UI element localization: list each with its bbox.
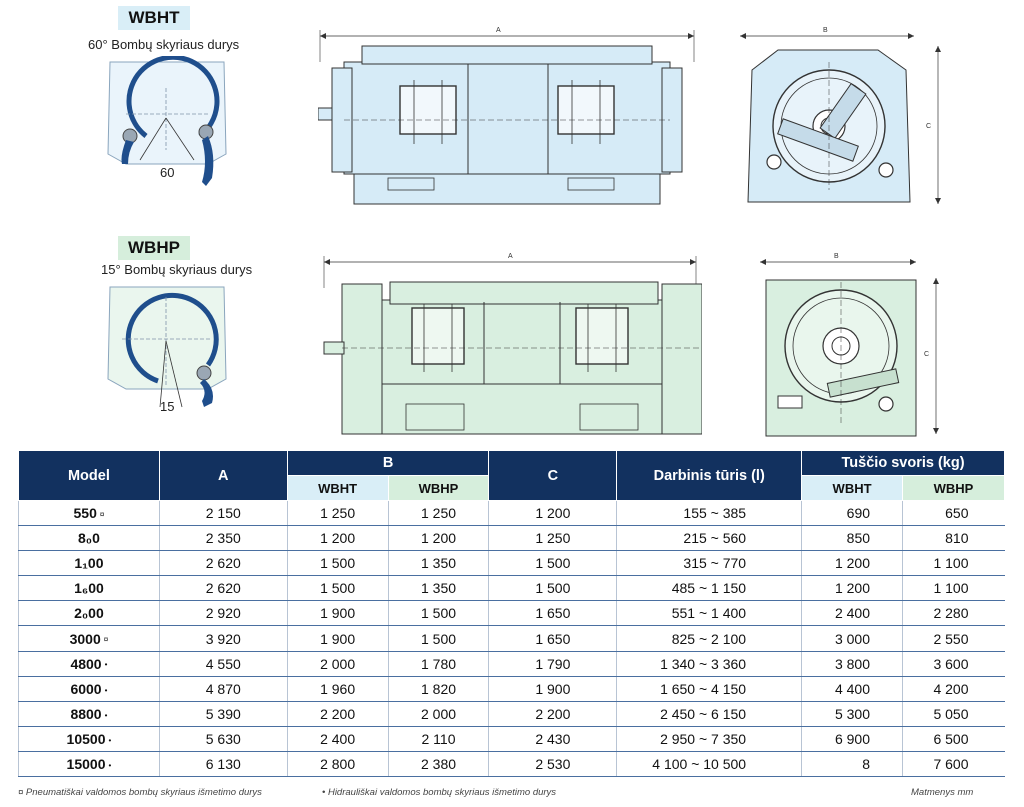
- cell-value: 2 550: [933, 630, 969, 647]
- cell-value: 1 200: [834, 580, 871, 597]
- table-row: [19, 626, 1005, 651]
- cell-value: 4 870: [205, 680, 241, 697]
- wbht-door-caption: 60° Bombų skyriaus durys: [88, 37, 240, 52]
- cell-value: 1 200: [420, 530, 457, 547]
- wbht-end-view: [738, 22, 950, 208]
- cell-value: 3 920: [205, 630, 241, 647]
- header-weight: Tuščio svoris (kg): [802, 451, 1005, 476]
- cell-value: 850: [846, 530, 871, 547]
- cell-volume: [617, 576, 802, 601]
- cell-value: 825 ~ 2 100: [671, 630, 747, 647]
- cell-value: 6 130: [205, 755, 241, 772]
- cell-value: 5 390: [205, 705, 241, 722]
- cell-w-wbht: [802, 601, 903, 626]
- cell-value: 4 100 ~ 10 500: [652, 755, 747, 772]
- cell-w-wbhp: [903, 676, 1005, 701]
- header-c: C: [489, 451, 617, 501]
- cell-value: 2 000: [420, 705, 457, 722]
- cell-a: [159, 601, 287, 626]
- cell-c: [489, 526, 617, 551]
- cell-value: 2 430: [535, 730, 571, 747]
- cell-a: [159, 551, 287, 576]
- cell-b-wbhp: [388, 576, 489, 601]
- cell-value: 2 400: [320, 730, 356, 747]
- cell-value: 3 800: [834, 655, 871, 672]
- cell-value: 2 110: [421, 730, 456, 747]
- cell-value: 1 780: [420, 655, 457, 672]
- table-row: [19, 701, 1005, 726]
- footnote-hydraulic: • Hidrauliškai valdomos bombų skyriaus išmetimo durys: [322, 787, 557, 798]
- model-name: 8₀0: [77, 530, 100, 547]
- cell-a: [159, 676, 287, 701]
- cell-a: [159, 501, 287, 526]
- cell-b-wbht: [287, 501, 388, 526]
- cell-w-wbhp: [903, 526, 1005, 551]
- cell-value: 650: [945, 505, 969, 522]
- cell-value: 1 500: [320, 580, 356, 597]
- cell-value: 6 500: [933, 730, 969, 747]
- cell-b-wbht: [287, 626, 388, 651]
- cell-value: 2 400: [834, 605, 871, 622]
- model-name: 1₁00: [74, 555, 104, 572]
- model-name: 2₀00: [74, 605, 104, 622]
- cell-model: [19, 726, 160, 751]
- table-row: [19, 751, 1005, 776]
- cell-model: [19, 526, 160, 551]
- cell-model: [19, 576, 160, 601]
- cell-w-wbhp: [903, 651, 1005, 676]
- cell-a: [159, 701, 287, 726]
- cell-w-wbhp: [903, 701, 1005, 726]
- cell-w-wbhp: [903, 601, 1005, 626]
- cell-b-wbht: [287, 651, 388, 676]
- cell-value: 2 150: [205, 505, 241, 522]
- cell-value: 1 350: [420, 555, 457, 572]
- cell-value: 1 200: [535, 505, 571, 522]
- cell-model: [19, 751, 160, 776]
- cell-model: [19, 701, 160, 726]
- cell-value: 7 600: [933, 755, 969, 772]
- door-type-marker: ¤: [99, 509, 105, 519]
- cell-volume: [617, 501, 802, 526]
- wbhp-dim-c-label: C: [924, 351, 930, 358]
- cell-w-wbht: [802, 551, 903, 576]
- table-row: [19, 651, 1005, 676]
- model-name: 8800: [70, 705, 102, 722]
- cell-value: 1 100: [933, 580, 969, 597]
- model-name: 15000: [66, 755, 106, 772]
- wbht-badge: WBHT: [118, 6, 190, 30]
- header-a: A: [159, 451, 287, 501]
- wbht-dim-b-label: B: [823, 27, 828, 34]
- cell-value: 2 800: [320, 755, 356, 772]
- cell-model: [19, 601, 160, 626]
- cell-w-wbht: [802, 726, 903, 751]
- cell-a: [159, 526, 287, 551]
- header-model: Model: [19, 451, 160, 501]
- cell-c: [489, 601, 617, 626]
- cell-c: [489, 551, 617, 576]
- cell-value: 4 200: [933, 680, 969, 697]
- cell-value: 155 ~ 385: [683, 505, 747, 522]
- cell-value: 1 650 ~ 4 150: [660, 680, 747, 697]
- cell-value: 1 250: [535, 530, 571, 547]
- cell-a: [159, 726, 287, 751]
- cell-w-wbht: [802, 501, 903, 526]
- cell-c: [489, 676, 617, 701]
- wbht-door-diagram: [104, 56, 230, 196]
- wbht-side-view: [318, 22, 696, 208]
- cell-value: 2 920: [205, 605, 241, 622]
- cell-c: [489, 501, 617, 526]
- model-name: 4800: [70, 655, 102, 672]
- cell-value: 1 900: [535, 680, 571, 697]
- cell-b-wbhp: [388, 626, 489, 651]
- cell-value: 3 600: [933, 655, 969, 672]
- wbhp-badge: WBHP: [118, 236, 190, 260]
- cell-volume: [617, 526, 802, 551]
- header-b-wbht: WBHT: [287, 476, 388, 501]
- cell-model: [19, 676, 160, 701]
- cell-volume: [617, 751, 802, 776]
- cell-b-wbhp: [388, 726, 489, 751]
- spec-table-body: [19, 501, 1005, 777]
- cell-value: 690: [846, 505, 871, 522]
- cell-value: 1 900: [320, 605, 356, 622]
- wbhp-dim-a-label: A: [508, 253, 513, 260]
- cell-w-wbht: [802, 576, 903, 601]
- door-type-marker: •: [104, 710, 108, 720]
- cell-value: 1 100: [933, 555, 969, 572]
- door-type-marker: •: [104, 685, 108, 695]
- cell-c: [489, 701, 617, 726]
- cell-value: 1 820: [420, 680, 457, 697]
- cell-value: 1 500: [420, 630, 457, 647]
- table-row: [19, 501, 1005, 526]
- cell-a: [159, 751, 287, 776]
- cell-w-wbht: [802, 701, 903, 726]
- cell-volume: [617, 676, 802, 701]
- cell-value: 2 200: [320, 705, 356, 722]
- footnote-pneumatic: ¤ Pneumatiškai valdomos bombų skyriaus išmetimo durys: [18, 787, 262, 798]
- spec-table: [18, 450, 1005, 777]
- cell-w-wbht: [802, 676, 903, 701]
- door-type-marker: •: [108, 760, 112, 770]
- cell-value: 2 950 ~ 7 350: [660, 730, 747, 747]
- cell-c: [489, 651, 617, 676]
- cell-b-wbht: [287, 551, 388, 576]
- door-type-marker: •: [108, 735, 112, 745]
- cell-value: 2 380: [420, 755, 457, 772]
- header-weight-wbhp: WBHP: [903, 476, 1005, 501]
- cell-model: [19, 551, 160, 576]
- wbht-dim-a-label: A: [496, 27, 501, 34]
- cell-value: 2 450 ~ 6 150: [660, 705, 747, 722]
- wbhp-door-caption: 15° Bombų skyriaus durys: [101, 262, 253, 277]
- cell-value: 2 350: [205, 530, 241, 547]
- cell-volume: [617, 701, 802, 726]
- cell-b-wbht: [287, 676, 388, 701]
- cell-value: 1 200: [320, 530, 356, 547]
- cell-value: 6 900: [834, 730, 871, 747]
- cell-b-wbht: [287, 601, 388, 626]
- cell-model: [19, 501, 160, 526]
- cell-w-wbht: [802, 626, 903, 651]
- cell-value: 2 200: [535, 705, 571, 722]
- cell-b-wbht: [287, 726, 388, 751]
- cell-b-wbht: [287, 751, 388, 776]
- table-row: [19, 726, 1005, 751]
- cell-b-wbhp: [388, 501, 489, 526]
- cell-value: 1 250: [420, 505, 457, 522]
- table-row: [19, 576, 1005, 601]
- model-name: 550: [73, 505, 97, 522]
- wbht-angle-label: 60: [160, 165, 175, 180]
- table-row: [19, 676, 1005, 701]
- cell-w-wbhp: [903, 501, 1005, 526]
- cell-value: 1 350: [420, 580, 457, 597]
- cell-value: 4 550: [205, 655, 241, 672]
- wbhp-door-diagram: [104, 281, 230, 417]
- cell-volume: [617, 601, 802, 626]
- door-type-marker: •: [104, 660, 108, 670]
- door-type-marker: ¤: [103, 635, 109, 645]
- cell-model: [19, 626, 160, 651]
- cell-b-wbhp: [388, 551, 489, 576]
- cell-value: 2 530: [535, 755, 571, 772]
- cell-value: 1 790: [535, 655, 571, 672]
- cell-value: 1 650: [535, 605, 571, 622]
- wbhp-end-view: [758, 248, 954, 440]
- cell-w-wbhp: [903, 751, 1005, 776]
- cell-volume: [617, 626, 802, 651]
- cell-a: [159, 651, 287, 676]
- cell-c: [489, 726, 617, 751]
- cell-a: [159, 626, 287, 651]
- cell-b-wbhp: [388, 676, 489, 701]
- cell-w-wbht: [802, 751, 903, 776]
- cell-value: 1 500: [320, 555, 356, 572]
- cell-value: 2 620: [205, 580, 241, 597]
- header-b: B: [287, 451, 489, 476]
- units-note: Matmenys mm: [911, 787, 974, 798]
- cell-c: [489, 751, 617, 776]
- cell-volume: [617, 551, 802, 576]
- cell-value: 1 340 ~ 3 360: [660, 655, 747, 672]
- cell-value: 5 630: [205, 730, 241, 747]
- cell-volume: [617, 726, 802, 751]
- cell-volume: [617, 651, 802, 676]
- cell-w-wbhp: [903, 551, 1005, 576]
- wbhp-angle-label: 15: [160, 399, 175, 414]
- cell-value: 215 ~ 560: [683, 530, 747, 547]
- model-name: 1₆00: [74, 580, 104, 597]
- cell-b-wbht: [287, 526, 388, 551]
- table-row: [19, 526, 1005, 551]
- cell-value: 1 250: [320, 505, 356, 522]
- cell-value: 551 ~ 1 400: [671, 605, 747, 622]
- cell-w-wbhp: [903, 626, 1005, 651]
- cell-b-wbhp: [388, 701, 489, 726]
- cell-w-wbhp: [903, 576, 1005, 601]
- cell-value: 1 500: [420, 605, 457, 622]
- header-b-wbhp: WBHP: [388, 476, 489, 501]
- cell-value: 8: [862, 755, 871, 772]
- cell-w-wbht: [802, 526, 903, 551]
- cell-value: 1 500: [535, 555, 571, 572]
- cell-value: 315 ~ 770: [683, 555, 747, 572]
- cell-value: 485 ~ 1 150: [671, 580, 747, 597]
- model-name: 3000: [69, 630, 101, 647]
- cell-w-wbht: [802, 651, 903, 676]
- wbhp-side-view: [318, 248, 702, 438]
- cell-w-wbhp: [903, 726, 1005, 751]
- cell-value: 5 050: [933, 705, 969, 722]
- cell-c: [489, 626, 617, 651]
- cell-b-wbhp: [388, 651, 489, 676]
- cell-a: [159, 576, 287, 601]
- cell-value: 5 300: [834, 705, 871, 722]
- wbhp-dim-b-label: B: [834, 253, 839, 260]
- cell-model: [19, 651, 160, 676]
- cell-value: 2 280: [933, 605, 969, 622]
- cell-c: [489, 576, 617, 601]
- cell-value: 1 960: [320, 680, 356, 697]
- cell-b-wbht: [287, 701, 388, 726]
- cell-value: 3 000: [834, 630, 871, 647]
- cell-value: 4 400: [834, 680, 871, 697]
- cell-value: 1 900: [320, 630, 356, 647]
- cell-value: 2 620: [205, 555, 241, 572]
- model-name: 10500: [66, 730, 106, 747]
- cell-value: 2 000: [320, 655, 356, 672]
- table-row: [19, 551, 1005, 576]
- cell-value: 1 650: [535, 630, 571, 647]
- wbht-dim-c-label: C: [926, 123, 932, 130]
- cell-b-wbhp: [388, 526, 489, 551]
- model-name: 6000: [70, 680, 102, 697]
- cell-b-wbht: [287, 576, 388, 601]
- header-weight-wbht: WBHT: [802, 476, 903, 501]
- header-volume: Darbinis tūris (l): [617, 451, 802, 501]
- cell-value: 810: [945, 530, 969, 547]
- cell-value: 1 200: [834, 555, 871, 572]
- cell-b-wbhp: [388, 751, 489, 776]
- cell-value: 1 500: [535, 580, 571, 597]
- table-row: [19, 601, 1005, 626]
- cell-b-wbhp: [388, 601, 489, 626]
